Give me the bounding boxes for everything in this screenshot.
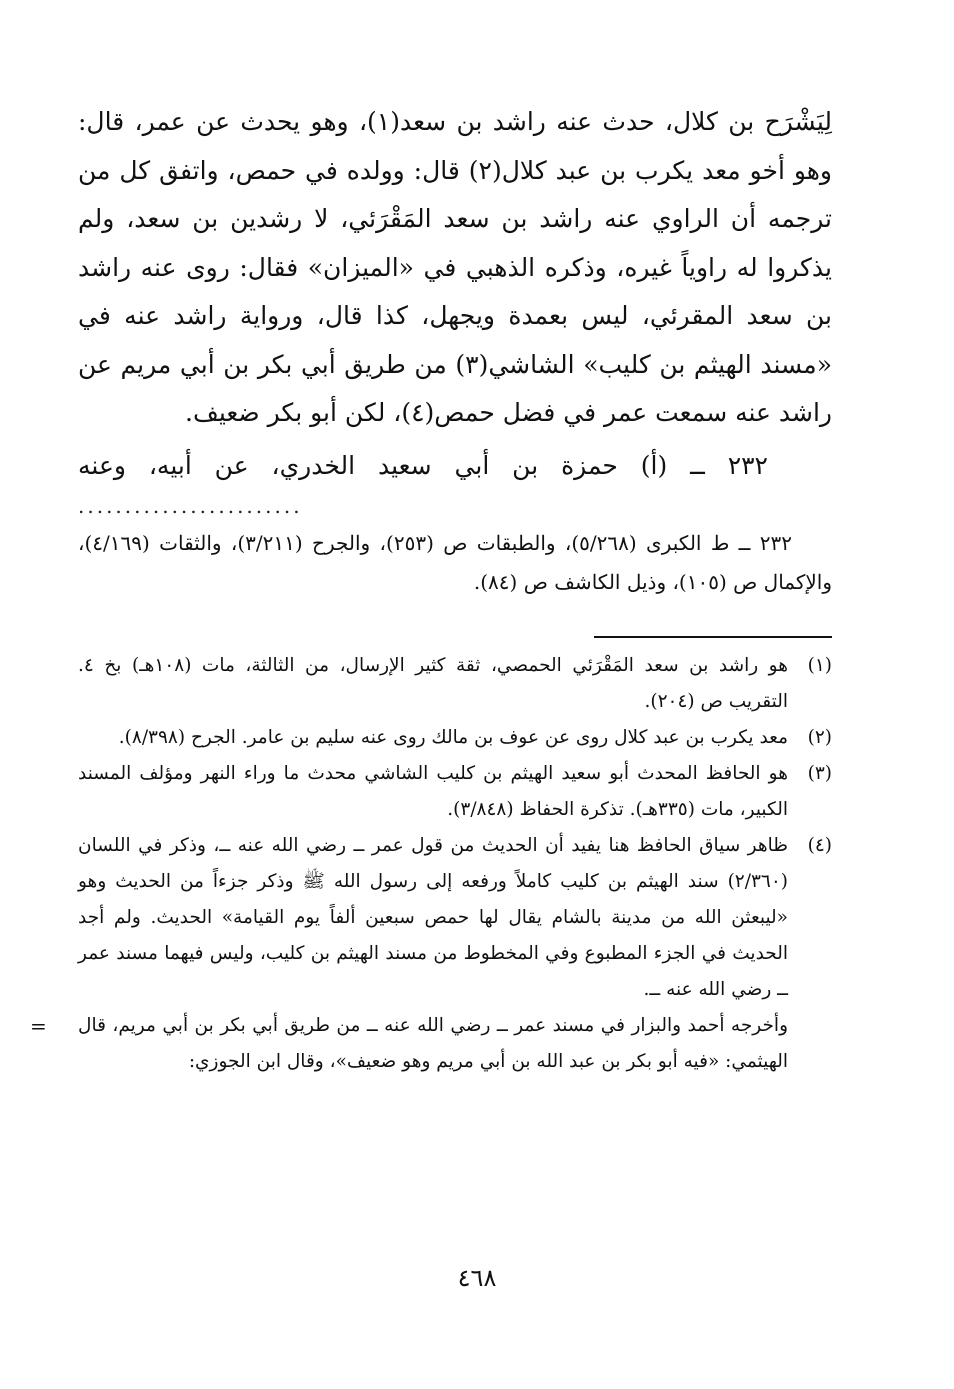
main-paragraph: لِيَشْرَح بن كلال، حدث عنه راشد بن سعد(١)، وهو يحدث عن عمر، قال: وهو أخو معد يكرب بن عبد كلال(٢) قال: وولده في حمص، واتفق كل من ترجمه أن الراوي عنه راشد بن سعد المَقْرَئي، لا رشدين بن سعد، ولم يذكروا له راوياً غيره، وذكره الذهبي في «الميزان» فقال: روى عنه راشد بن سعد المقرئي، ليس بعمدة ويجهل، كذا قال، ورواية راشد عنه في «مسند الهيثم بن كليب» الشاشي(٣) من طريق أبي بكر بن أبي مريم عن راشد عنه سمعت عمر في فضل حمص(٤)، لكن أبو بكر ضعيف. [78,107,832,427]
footnote-number: (٤) [807,834,832,856]
page-number: ٤٦٨ [457,1264,497,1292]
footnote-1 [78,648,832,720]
page-body [30,98,832,1080]
footnote-text: هو الحافظ المحدث أبو سعيد الهيثم بن كليب الشاشي محدث ما وراء النهر ومؤلف المسند الكبير، مات (٣٣٥هـ). تذكرة الحفاظ (٣/٨٤٨). [78,762,788,820]
footnote-continuation [30,1008,788,1080]
footnote-3 [78,756,832,828]
footnote-2 [78,720,832,756]
footnote-text: معد يكرب بن عبد كلال روى عن عوف بن مالك روى عنه سليم بن عامر. الجرح (٨/٣٩٨). [118,726,788,748]
entry-heading: ٢٣٢ ــ (أ) حمزة بن أبي سعيد الخدري، عن أبيه، وعنه [78,450,768,480]
entry-dots: ........................ [78,493,303,518]
footnote-number: (١) [807,654,832,676]
footnote-continuation-text: وأخرجه أحمد والبزار في مسند عمر ــ رضي الله عنه ــ من طريق أبي بكر بن أبي مريم، قال الهيثمي: «فيه أبو بكر بن عبد الله بن أبي مريم وهو ضعيف»، وقال ابن الجوزي: [78,1014,788,1072]
footnote-text: ظاهر سياق الحافظ هنا يفيد أن الحديث من قول عمر ــ رضي الله عنه ــ، وذكر في اللسان (٢/٣٦٠) سند الهيثم بن كليب كاملاً ورفعه إلى رسول الله ﷺ وذكر جزءاً من الحديث وهو «ليبعثن الله من مدينة بالشام يقال لها حمص سبعين ألفاً يوم القيامة» الحديث. ولم أجد الحديث في الجزء المطبوع وفي المخطوط من مسند الهيثم بن كليب، وليس فيهما مسند عمر ــ رضي الله عنه ــ. [78,834,788,1000]
footnotes [30,648,832,1080]
footnote-4 [78,828,832,1008]
continuation-mark: = [30,1013,47,1038]
footnote-number: (٢) [807,726,832,748]
footnote-divider [594,636,832,638]
source-note: ٢٣٢ ــ ط الكبرى (٥/٢٦٨)، والطبقات ص (٢٥٣)، والجرح (٣/٢١١)، والثقات (٤/١٦٩)، والإكمال ص (١٠٥)، وذيل الكاشف ص (٨٤). [78,530,832,594]
footnote-number: (٣) [807,762,832,784]
footnote-text: هو راشد بن سعد المَقْرَئي الحمصي، ثقة كثير الإرسال، من الثالثة، مات (١٠٨هـ) بخ ٤. التقريب ص (٢٠٤). [78,654,788,712]
